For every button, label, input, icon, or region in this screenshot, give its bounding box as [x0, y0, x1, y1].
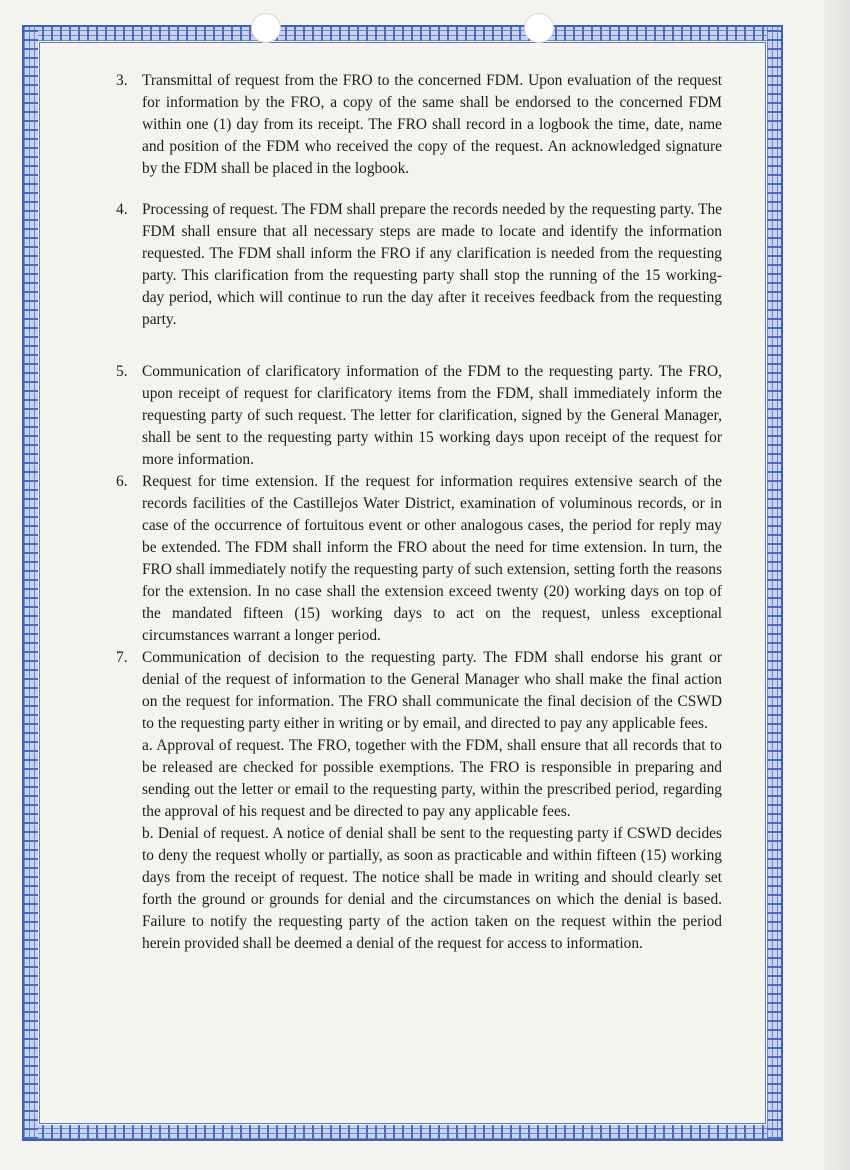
- item-text: Transmittal of request from the FRO to the concerned FDM. Upon evaluation of the request for information by the FRO, a copy of the same shall be endorsed to the concerned FDM within one (1) day from its receipt. The FRO shall record in a logbook the time, date, name and position of the FDM who received the copy of the request. An acknowledged signature by the FDM shall be placed in the logbook.: [142, 72, 722, 177]
- item-text: Communication of decision to the requesting party. The FDM shall endorse his grant or denial of the request of information to the General Manager who shall make the final action on the request for information. The FRO shall communicate the final decision of the CSWD to the requesting party either in writing or by email, and directed to pay any applicable fees.: [142, 649, 722, 732]
- list-item-4: [110, 199, 722, 331]
- item-number: 3.: [116, 72, 128, 89]
- item-number: 4.: [116, 201, 128, 218]
- page-edge-shadow: [824, 0, 850, 1170]
- list-item-3: [110, 70, 722, 180]
- punch-hole-left: [251, 13, 281, 43]
- item-text: Request for time extension. If the request for information requires extensive search of the records facilities of the Castillejos Water District, examination of voluminous records, or in case of the occurrence of fortuitous event or other analogous cases, the period for reply may be extended. The FDM shall inform the FRO about the need for time extension. In turn, the FRO shall immediately notify the requesting party of such extension, setting forth the reasons for the extension. In no case shall the extension exceed twenty (20) working days on top of the mandated fifteen (15) working days to act on the request, unless exceptional circumstances warrant a longer period.: [142, 473, 722, 644]
- sub-item-a: a. Approval of request. The FRO, together with the FDM, shall ensure that all records that to be released are checked for possible exemptions. The FRO is responsible in preparing and sending out the letter or email to the requesting party, within the prescribed period, regarding the approval of his request and be directed to pay any applicable fees.: [142, 737, 722, 820]
- item-number: 7.: [116, 649, 128, 666]
- item-text: Processing of request. The FDM shall prepare the records needed by the requesting party. The FDM shall ensure that all necessary steps are made to locate and identify the information requested. The FDM shall inform the FRO if any clarification is needed from the requesting party. This clarification from the requesting party shall stop the running of the 15 working-day period, which will continue to run the day after it receives feedback from the requesting party.: [142, 201, 722, 328]
- document-body: [110, 70, 722, 955]
- sub-item-b: b. Denial of request. A notice of denial shall be sent to the requesting party if CSWD decides to deny the request wholly or partially, as soon as practicable and within fifteen (15) working days from the receipt of request. The notice shall be made in writing and should clearly set forth the ground or grounds for denial and the circumstances on which the denial is based. Failure to notify the requesting party of the action taken on the request within the period herein provided shall be deemed a denial of the request for access to information.: [142, 825, 722, 952]
- item-text: Communication of clarificatory information of the FDM to the requesting party. The FRO, upon receipt of request for clarificatory items from the FDM, shall immediately inform the requesting party of such request. The letter for clarification, signed by the General Manager, shall be sent to the requesting party within 15 working days upon receipt of the request for more information.: [142, 363, 722, 468]
- item-number: 5.: [116, 363, 128, 380]
- list-item-5: [110, 361, 722, 471]
- list-item-6: [110, 471, 722, 647]
- punch-hole-right: [524, 13, 554, 43]
- item-number: 6.: [116, 473, 128, 490]
- list-item-7: [110, 647, 722, 955]
